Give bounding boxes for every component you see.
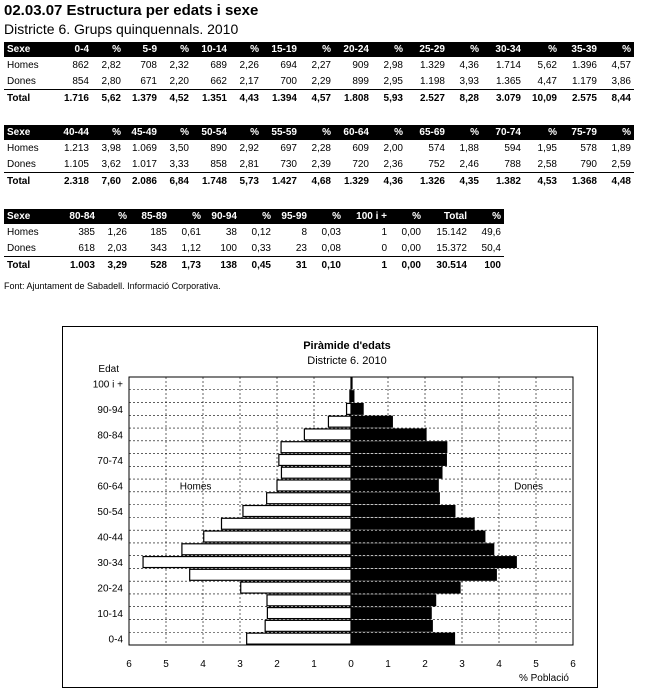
table-total-cell: 4,36 <box>372 173 406 190</box>
table-cell: 385 <box>78 226 95 238</box>
table-total-cell: 1.382 <box>482 173 524 190</box>
table-cell: 1,26 <box>107 226 127 238</box>
table-total-cell: 2.318 <box>56 173 92 190</box>
table-row <box>4 240 504 257</box>
table-cell: 2,28 <box>311 142 331 154</box>
table-total-cell: 5,93 <box>372 90 406 107</box>
table-header-row <box>4 42 634 57</box>
table-total-cell: 6,84 <box>160 173 192 190</box>
column-header: 50-54 <box>192 125 230 140</box>
column-header: 30-34 <box>482 42 524 57</box>
table-cell: 662 <box>210 75 227 87</box>
table-total-cell: 1.351 <box>192 90 230 107</box>
table-cell: 700 <box>280 75 297 87</box>
table-cell: 1.105 <box>63 158 89 170</box>
column-header: % <box>230 42 262 57</box>
bar-homes <box>267 595 351 606</box>
table-cell: 2,00 <box>383 142 403 154</box>
column-header: 80-84 <box>56 209 98 224</box>
column-header: % <box>524 42 560 57</box>
population-pyramid-chart <box>63 327 597 687</box>
bar-dones <box>351 531 485 542</box>
x-tick-label: 3 <box>237 659 243 670</box>
y-tick-label: 80-84 <box>97 430 123 442</box>
bar-homes <box>243 506 351 517</box>
x-tick-label: 4 <box>200 659 206 670</box>
table-total-cell: 1.368 <box>560 173 600 190</box>
bar-homes <box>267 608 351 619</box>
table-header-row <box>4 209 504 224</box>
table-cell: 671 <box>140 75 157 87</box>
column-header: Sexe <box>4 125 56 140</box>
table-cell: 1.069 <box>131 142 157 154</box>
column-header: 75-79 <box>560 125 600 140</box>
table-total-cell: Total <box>4 173 56 190</box>
page-subtitle: Districte 6. Grups quinquennals. 2010 <box>4 21 239 37</box>
table-cell: 2,26 <box>239 59 259 71</box>
table-total-row <box>4 90 634 107</box>
column-header: 15-19 <box>262 42 300 57</box>
table-cell: 5,62 <box>537 59 557 71</box>
column-header: 60-64 <box>334 125 372 140</box>
table-cell: 1,95 <box>537 142 557 154</box>
table-cell: 1,88 <box>459 142 479 154</box>
y-tick-label: 90-94 <box>97 404 123 416</box>
table-row <box>4 73 634 90</box>
table-total-cell: 4,57 <box>300 90 334 107</box>
column-header: % <box>372 42 406 57</box>
table-cell: 1.213 <box>63 142 89 154</box>
x-tick-label: 5 <box>533 659 539 670</box>
column-header: % <box>170 209 204 224</box>
x-tick-label: 5 <box>163 659 169 670</box>
table-total-cell: 3.079 <box>482 90 524 107</box>
bar-homes <box>281 467 351 478</box>
table-cell: 1.365 <box>495 75 521 87</box>
table-total-cell: 4,35 <box>448 173 482 190</box>
table-cell: 2,58 <box>537 158 557 170</box>
y-tick-label: 40-44 <box>97 532 123 544</box>
column-header: 25-29 <box>406 42 448 57</box>
column-header: % <box>300 125 334 140</box>
table-cell: 0,08 <box>321 242 341 254</box>
table-cell: 23 <box>295 242 307 254</box>
table-cell: 1.179 <box>571 75 597 87</box>
column-header: 45-49 <box>124 125 160 140</box>
page-title: 02.03.07 Estructura per edats i sexe <box>4 2 259 19</box>
column-header: 70-74 <box>482 125 524 140</box>
table-cell: 2,82 <box>101 59 121 71</box>
table-total-cell: 100 <box>470 257 504 274</box>
table-cell: 1,89 <box>611 142 631 154</box>
table-cell: 8 <box>301 226 307 238</box>
column-header: 5-9 <box>124 42 160 57</box>
table-cell: 909 <box>352 59 369 71</box>
bar-dones <box>351 493 439 504</box>
bar-dones <box>351 569 496 580</box>
table-total-cell: 8,28 <box>448 90 482 107</box>
table-cell: 2,17 <box>239 75 259 87</box>
table-cell: 3,50 <box>169 142 189 154</box>
table-total-cell: 30.514 <box>424 257 470 274</box>
table-cell: 578 <box>580 142 597 154</box>
bar-homes <box>143 557 351 568</box>
column-header: % <box>310 209 344 224</box>
column-header: % <box>470 209 504 224</box>
table-cell: 38 <box>225 226 237 238</box>
table-cell: Dones <box>7 75 36 87</box>
bar-dones <box>351 582 460 593</box>
table-cell: 0,12 <box>251 226 271 238</box>
table-cell: 2,36 <box>383 158 403 170</box>
y-tick-label: 20-24 <box>97 583 123 595</box>
table-row <box>4 224 504 240</box>
table-total-cell: 2.575 <box>560 90 600 107</box>
table-total-cell: 138 <box>204 257 240 274</box>
x-tick-label: 1 <box>385 659 391 670</box>
x-tick-label: 2 <box>274 659 280 670</box>
table-total-cell: 4,48 <box>600 173 634 190</box>
table-cell: 609 <box>352 142 369 154</box>
column-header: 0-4 <box>56 42 92 57</box>
x-tick-label: 6 <box>570 659 576 670</box>
table-cell: 3,86 <box>611 75 631 87</box>
table-cell: 2,32 <box>169 59 189 71</box>
table-cell: 2,27 <box>311 59 331 71</box>
table-cell: 854 <box>72 75 89 87</box>
table-cell: 4,36 <box>459 59 479 71</box>
bar-homes <box>304 429 351 440</box>
table-cell: 0 <box>381 242 387 254</box>
column-header: 90-94 <box>204 209 240 224</box>
table-cell: 752 <box>428 158 445 170</box>
table-total-cell: 528 <box>130 257 170 274</box>
table-total-cell: 4,53 <box>524 173 560 190</box>
table-total-row <box>4 173 634 190</box>
bar-dones <box>351 544 494 555</box>
table-total-cell: 5,62 <box>92 90 124 107</box>
chart-title: Piràmide d'edats <box>303 340 391 352</box>
table-cell: 858 <box>210 158 227 170</box>
column-header: % <box>300 42 334 57</box>
table-total-cell: 1,73 <box>170 257 204 274</box>
source-note: Font: Ajuntament de Sabadell. Informació Corporativa. <box>4 281 221 291</box>
column-header: 95-99 <box>274 209 310 224</box>
table-total-cell: 4,43 <box>230 90 262 107</box>
table-total-cell: 31 <box>274 257 310 274</box>
table-cell: Dones <box>7 158 36 170</box>
y-tick-label: 30-34 <box>97 558 123 570</box>
column-header: % <box>448 42 482 57</box>
bar-dones <box>351 403 363 414</box>
table-row <box>4 156 634 173</box>
column-header: 40-44 <box>56 125 92 140</box>
bar-dones <box>351 467 442 478</box>
column-header: % <box>600 125 634 140</box>
table-cell: 0,03 <box>321 226 341 238</box>
table-cell: 0,00 <box>401 242 421 254</box>
table-total-cell: 1.427 <box>262 173 300 190</box>
column-header: % <box>372 125 406 140</box>
table-cell: 343 <box>150 242 167 254</box>
table-cell: 3,93 <box>459 75 479 87</box>
table-cell: 899 <box>352 75 369 87</box>
table-cell: 694 <box>280 59 297 71</box>
table-cell: 1.198 <box>419 75 445 87</box>
bar-homes <box>328 416 351 427</box>
table-cell: 720 <box>352 158 369 170</box>
table-total-cell: 1.379 <box>124 90 160 107</box>
column-header: % <box>160 42 192 57</box>
column-header: 10-14 <box>192 42 230 57</box>
age-table-3 <box>4 209 504 273</box>
x-tick-label: 0 <box>348 659 354 670</box>
table-cell: 790 <box>580 158 597 170</box>
bar-dones <box>351 429 426 440</box>
table-cell: 15.372 <box>436 242 467 254</box>
bar-dones <box>351 633 455 644</box>
bar-dones <box>351 557 516 568</box>
bar-dones <box>351 518 474 529</box>
table-total-cell: 0,00 <box>390 257 424 274</box>
table-total-cell: 7,60 <box>92 173 124 190</box>
table-cell: 594 <box>504 142 521 154</box>
y-tick-label: 70-74 <box>97 455 123 467</box>
column-header: 35-39 <box>560 42 600 57</box>
column-header: % <box>448 125 482 140</box>
y-tick-label: 50-54 <box>97 507 123 518</box>
table-cell: Homes <box>7 59 39 71</box>
table-cell: 2,46 <box>459 158 479 170</box>
table-cell: 2,03 <box>107 242 127 254</box>
column-header: % <box>92 125 124 140</box>
table-cell: 3,98 <box>101 142 121 154</box>
bar-homes <box>265 620 351 631</box>
bar-homes <box>222 518 352 529</box>
y-tick-label: 0-4 <box>108 634 123 646</box>
table-cell: 890 <box>210 142 227 154</box>
table-row <box>4 57 634 73</box>
x-tick-label: 2 <box>422 659 428 670</box>
y-tick-label: 60-64 <box>97 481 123 493</box>
table-cell: 0,00 <box>401 226 421 238</box>
table-cell: 2,29 <box>311 75 331 87</box>
table-cell: 3,62 <box>101 158 121 170</box>
y-tick-label: 10-14 <box>97 609 123 621</box>
table-cell: 0,61 <box>181 226 201 238</box>
x-tick-label: 4 <box>496 659 502 670</box>
column-header: % <box>230 125 262 140</box>
bar-dones <box>351 595 436 606</box>
table-cell: 2,80 <box>101 75 121 87</box>
table-cell: Homes <box>7 142 39 154</box>
table-row <box>4 140 634 156</box>
bar-dones <box>351 608 431 619</box>
x-axis-label: % Població <box>518 673 569 684</box>
column-header: Total <box>424 209 470 224</box>
y-axis-label: Edat <box>98 364 119 375</box>
table-cell: 574 <box>428 142 445 154</box>
bar-dones <box>351 506 455 517</box>
bar-homes <box>279 454 351 465</box>
table-cell: 4,57 <box>611 59 631 71</box>
column-header: 100 i + <box>344 209 390 224</box>
table-cell: 618 <box>78 242 95 254</box>
x-tick-label: 1 <box>311 659 317 670</box>
table-cell: 862 <box>72 59 89 71</box>
table-cell: 185 <box>150 226 167 238</box>
x-tick-label: 3 <box>459 659 465 670</box>
column-header: % <box>600 42 634 57</box>
table-total-cell: Total <box>4 90 56 107</box>
table-total-cell: 1.716 <box>56 90 92 107</box>
bar-dones <box>351 442 447 453</box>
table-cell: 697 <box>280 142 297 154</box>
table-cell: 2,92 <box>239 142 259 154</box>
table-total-cell: 10,09 <box>524 90 560 107</box>
bar-homes <box>267 493 351 504</box>
table-cell: 1.017 <box>131 158 157 170</box>
table-cell: Dones <box>7 242 36 254</box>
column-header: % <box>98 209 130 224</box>
table-total-cell: 2.527 <box>406 90 448 107</box>
series-label-dones: Dones <box>514 481 544 493</box>
table-cell: 1.329 <box>419 59 445 71</box>
table-cell: 2,98 <box>383 59 403 71</box>
column-header: 85-89 <box>130 209 170 224</box>
table-cell: 1.396 <box>571 59 597 71</box>
chart-frame <box>62 326 598 688</box>
table-total-cell: 1.003 <box>56 257 98 274</box>
table-total-cell: 8,44 <box>600 90 634 107</box>
bar-homes <box>247 633 351 644</box>
column-header: % <box>524 125 560 140</box>
table-cell: 2,59 <box>611 158 631 170</box>
table-cell: 3,33 <box>169 158 189 170</box>
column-header: % <box>92 42 124 57</box>
x-tick-label: 6 <box>126 659 132 670</box>
table-total-cell: 0,10 <box>310 257 344 274</box>
table-cell: 1 <box>381 226 387 238</box>
bar-homes <box>241 582 351 593</box>
table-cell: 15.142 <box>436 226 467 238</box>
table-cell: 788 <box>504 158 521 170</box>
age-table-1 <box>4 42 634 106</box>
bar-homes <box>347 403 351 414</box>
table-cell: 50,4 <box>481 242 501 254</box>
table-total-cell: 0,45 <box>240 257 274 274</box>
bar-homes <box>190 569 351 580</box>
table-cell: 730 <box>280 158 297 170</box>
table-cell: 2,95 <box>383 75 403 87</box>
table-total-cell: 1.326 <box>406 173 448 190</box>
column-header: 55-59 <box>262 125 300 140</box>
bar-dones <box>351 416 392 427</box>
chart-subtitle: Districte 6. 2010 <box>307 355 387 367</box>
table-cell: 708 <box>140 59 157 71</box>
bar-dones <box>351 620 432 631</box>
table-cell: 689 <box>210 59 227 71</box>
column-header: Sexe <box>4 209 56 224</box>
table-total-cell: 1.394 <box>262 90 300 107</box>
column-header: Sexe <box>4 42 56 57</box>
column-header: % <box>390 209 424 224</box>
bar-homes <box>281 442 351 453</box>
table-cell: 4,47 <box>537 75 557 87</box>
table-header-row <box>4 125 634 140</box>
y-tick-label: 100 i + <box>92 379 123 391</box>
table-cell: 0,33 <box>251 242 271 254</box>
table-total-cell: 1.329 <box>334 173 372 190</box>
bar-homes <box>182 544 351 555</box>
table-cell: 1,12 <box>181 242 201 254</box>
table-cell: 2,20 <box>169 75 189 87</box>
table-total-cell: 2.086 <box>124 173 160 190</box>
table-total-cell: 5,73 <box>230 173 262 190</box>
table-total-cell: 4,52 <box>160 90 192 107</box>
table-total-cell: 1 <box>344 257 390 274</box>
table-cell: 100 <box>220 242 237 254</box>
bar-dones <box>351 454 446 465</box>
series-label-homes: Homes <box>179 481 212 493</box>
column-header: % <box>240 209 274 224</box>
table-total-row <box>4 257 504 274</box>
table-total-cell: 4,68 <box>300 173 334 190</box>
table-total-cell: 1.748 <box>192 173 230 190</box>
table-cell: 2,39 <box>311 158 331 170</box>
column-header: % <box>160 125 192 140</box>
table-cell: 2,81 <box>239 158 259 170</box>
table-total-cell: Total <box>4 257 56 274</box>
table-total-cell: 1.808 <box>334 90 372 107</box>
age-table-2 <box>4 125 634 189</box>
table-cell: Homes <box>7 226 39 238</box>
table-cell: 1.714 <box>495 59 521 71</box>
bar-homes <box>277 480 351 491</box>
bar-homes <box>204 531 351 542</box>
table-cell: 49,6 <box>481 226 501 238</box>
table-total-cell: 3,29 <box>98 257 130 274</box>
column-header: 65-69 <box>406 125 448 140</box>
column-header: 20-24 <box>334 42 372 57</box>
bar-dones <box>351 480 438 491</box>
